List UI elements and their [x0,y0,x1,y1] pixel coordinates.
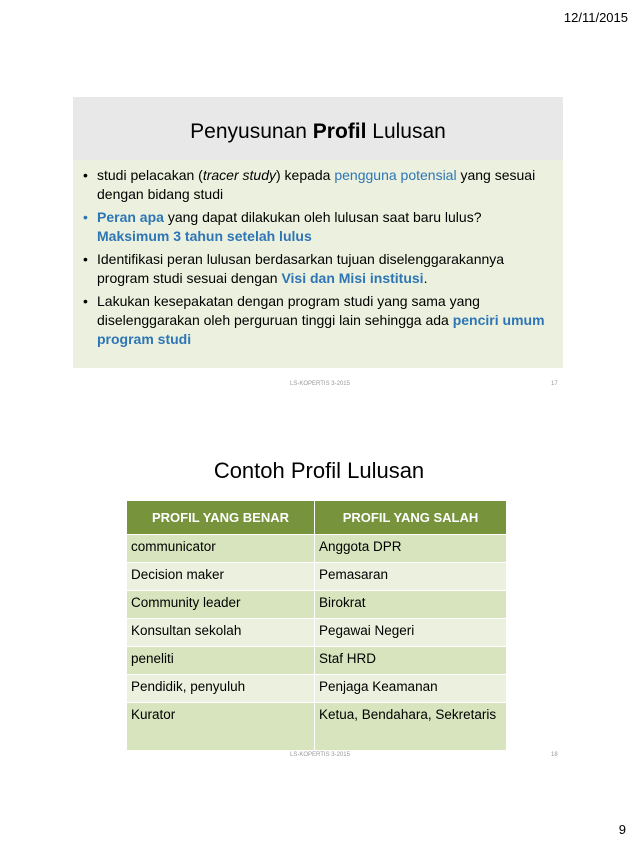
table-cell: Pegawai Negeri [315,619,507,647]
title-suffix: Lulusan [366,119,446,143]
table-cell: Decision maker [127,563,315,591]
table-row [127,703,507,751]
table-cell: Konsultan sekolah [127,619,315,647]
slide1-title-band [73,97,563,160]
slide1-body [73,160,563,368]
profil-table [126,500,507,751]
table-cell: peneliti [127,647,315,675]
table-cell: Pemasaran [315,563,507,591]
table-cell: Birokrat [315,591,507,619]
slide1-footer: LS-KOPERTIS 3-2015 [290,381,350,387]
table-cell: Staf HRD [315,647,507,675]
page-number: 9 [618,822,626,837]
text: Lakukan kesepakatan dengan program studi yang sama yang diselenggarakan oleh perguruan tinggi lain sehingga ada [97,293,480,328]
bullet-2 [83,208,553,246]
bullet-dot: • [83,209,88,225]
table-row [127,647,507,675]
bullet-dot: • [83,251,88,267]
text-highlight: Maksimum 3 tahun setelah lulus [97,228,312,244]
bullet-4 [83,292,553,349]
text-highlight: pengguna potensial [334,167,457,183]
text: yang dapat dilakukan oleh lulusan saat baru lulus? [163,209,482,225]
bullet-3 [83,250,553,288]
slide2-footer: LS-KOPERTIS 3-2015 [290,752,350,758]
slide1-number: 17 [551,381,558,387]
slide2-number: 18 [551,752,558,758]
text-italic: tracer study [202,167,276,183]
table-cell: Ketua, Bendahara, Sekretaris [315,703,507,751]
slide2-title: Contoh Profil Lulusan [213,458,425,483]
table-row [127,563,507,591]
text: ) kepada [275,167,335,183]
table-row [127,619,507,647]
table-row [127,535,507,563]
header-cell: PROFIL YANG SALAH [315,501,507,535]
text-highlight: Visi dan Misi institusi [281,270,424,286]
table-cell: Anggota DPR [315,535,507,563]
header-cell: PROFIL YANG BENAR [127,501,315,535]
text: . [423,270,428,286]
bullet-dot: • [83,167,88,183]
table-cell: Kurator [127,703,315,751]
table-cell: Penjaga Keamanan [315,675,507,703]
text: studi pelacakan ( [97,167,203,183]
title-prefix: Penyusunan [190,119,313,143]
table-header-row [127,501,507,535]
bullet-1 [83,166,553,204]
slide1-title [190,120,446,144]
table-cell: communicator [127,535,315,563]
table-cell: Community leader [127,591,315,619]
text: yang sesuai dengan bidang studi [97,167,536,202]
text: Identifikasi peran lulusan berdasarkan tujuan diselenggarakannya program studi sesuai dengan [97,251,505,286]
title-bold: Profil [312,119,367,143]
print-date: 12/11/2015 [563,10,628,25]
bullet-dot: • [83,293,88,309]
table-row [127,591,507,619]
table-row [127,675,507,703]
table-cell: Pendidik, penyuluh [127,675,315,703]
text-highlight: Peran apa [97,209,164,225]
text-highlight: penciri umum program studi [97,312,545,347]
